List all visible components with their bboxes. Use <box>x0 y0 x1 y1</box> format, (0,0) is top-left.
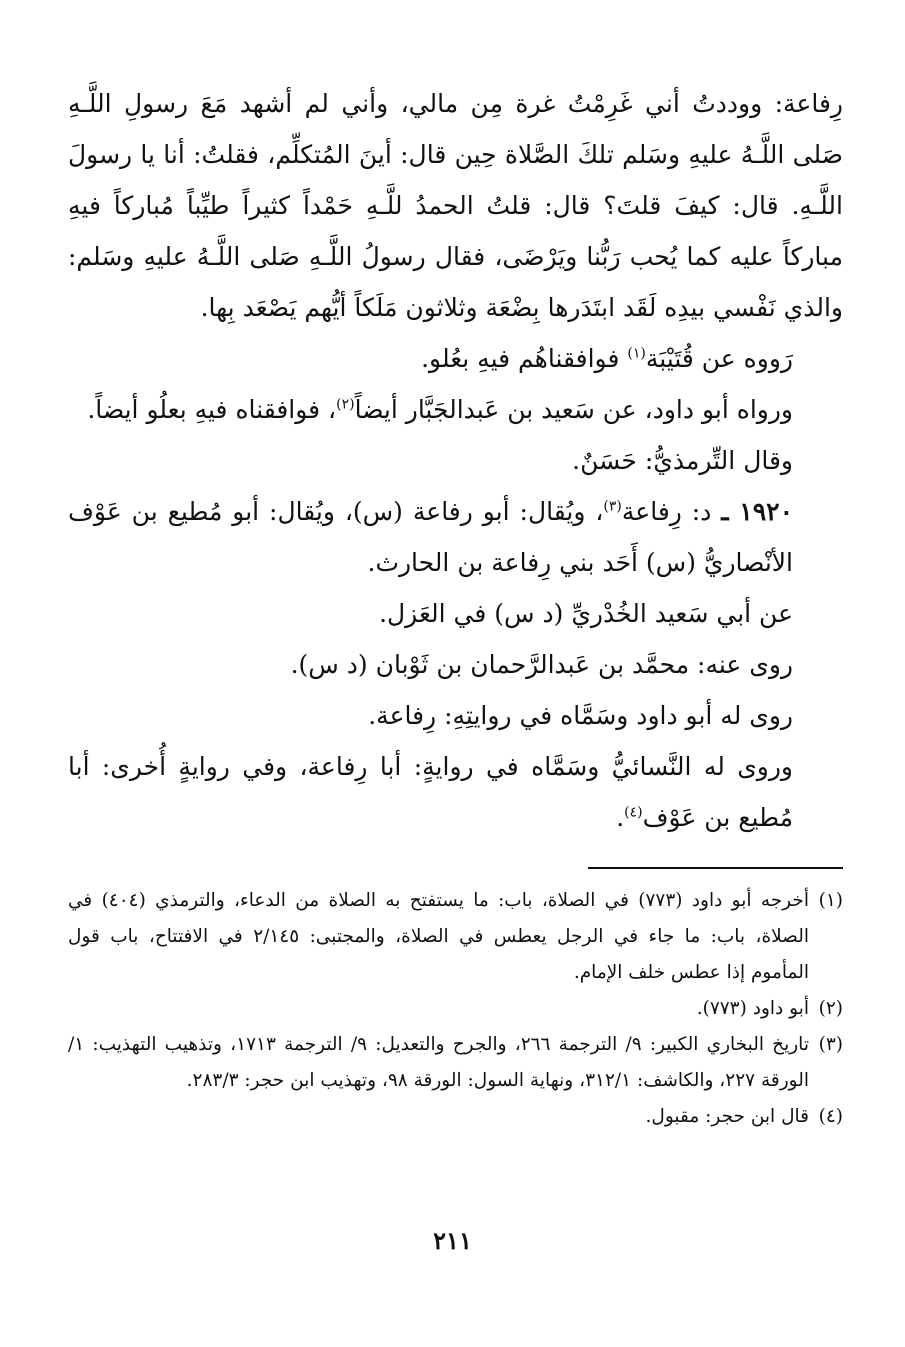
footnote-text: أبو داود (٧٧٣). <box>696 998 809 1019</box>
entry-number: ١٩٢٠ ـ <box>721 497 793 526</box>
footnote-2 <box>68 991 843 1027</box>
footnote-ref-3: (٣) <box>603 498 622 515</box>
footnote-number: (٤) <box>818 1106 843 1127</box>
footnote-divider <box>588 867 843 869</box>
paragraph-6: عن أبي سَعيد الخُدْريِّ (د س) في العَزل. <box>379 599 793 628</box>
page-number: ٢١١ <box>433 1226 472 1255</box>
footnote-text: أخرجه أبو داود (٧٧٣) في الصلاة، باب: ما يستفتح به الصلاة من الدعاء، والترمذي (٤٠٤) في الصلاة، باب: ما جاء في الرجل يعطس في الصلاة، والمجتبى: ٢/١٤٥ في الافتتاح، باب قول المأموم إذا عطس خلف الإمام. <box>68 890 809 983</box>
paragraph-1: رِفاعة: ووددتُ أني غَرِمْتُ غرة مِن مالي، وأني لم أشهد مَعَ رسولِ اللَّـهِ صَلى اللَّـهُ عليهِ وسَلم تلكَ الصَّلاة حِين قال: أينَ المُتكلِّم، فقلتُ: أنا يا رسولَ اللَّـهِ. قال: كيفَ قلتَ؟ قال: قلتُ الحمدُ للَّـهِ حَمْداً كثيراً طيِّباً مُباركاً فيهِ مباركاً عليه كما يُحب رَبُّنا ويَرْضَى، فقال رسولُ اللَّـهِ صَلى اللَّـهُ عليهِ وسَلم: والذي نَفْسي بيدِه لَقَد ابتَدَرها بِضْعَة وثلاثون مَلَكاً أيُّهم يَصْعَد بِها. <box>68 89 843 322</box>
footnote-number: (١) <box>818 890 843 911</box>
footnote-ref-1: (١) <box>627 345 646 362</box>
main-text <box>68 78 843 843</box>
footnote-number: (٢) <box>818 998 843 1019</box>
paragraph-3: ورواه أبو داود، عن سَعيد بن عَبدالجَبَّار أيضاً$^{(٢)}$، فوافقناه فيهِ بعلُو أيضاً. <box>87 395 793 424</box>
paragraph-8: روى له أبو داود وسَمَّاه في روايتِهِ: رِفاعة. <box>368 701 793 730</box>
footnote-text: قال ابن حجر: مقبول. <box>645 1106 809 1127</box>
paragraph-7: روى عنه: محمَّد بن عَبدالرَّحمان بن ثَوْبان (د س). <box>290 650 793 679</box>
paragraph-2: رَووه عن قُتَيْبَة$^{(١)}$ فوافقناهُم فيهِ بعُلو. <box>421 344 793 373</box>
footnote-text: تاريخ البخاري الكبير: ٩/ الترجمة ٢٦٦، والجرح والتعديل: ٩/ الترجمة ١٧١٣، وتذهيب التهذيب: ١/ الورقة ٢٢٧، والكاشف: ٣١٢/١، ونهاية السول: الورقة ٩٨، وتهذيب ابن حجر: ٢٨٣/٣. <box>68 1034 809 1091</box>
footnote-ref-2: (٢) <box>336 396 355 413</box>
footnote-number: (٣) <box>818 1034 843 1055</box>
footnotes <box>68 883 843 1135</box>
footnote-3 <box>68 1027 843 1099</box>
footnote-1 <box>68 883 843 991</box>
paragraph-9: وروى له النَّسائيُّ وسَمَّاه في روايةٍ: أبا رِفاعة، وفي روايةٍ أُخرى: أبا مُطيع بن عَوْف$^{(٤)}$. <box>68 752 793 832</box>
footnote-ref-4: (٤) <box>624 804 643 821</box>
footnote-4 <box>68 1099 843 1135</box>
paragraph-4: وقال التِّرمذيُّ: حَسَنٌ. <box>572 446 793 475</box>
entry-1920: ١٩٢٠ ـ د: رِفاعة$^{(٣)}$، ويُقال: أبو رفاعة (س)، ويُقال: أبو مُطيع بن عَوْف الأنْصاريُّ (س) أَحَد بني رِفاعة بن الحارث. <box>68 497 793 577</box>
